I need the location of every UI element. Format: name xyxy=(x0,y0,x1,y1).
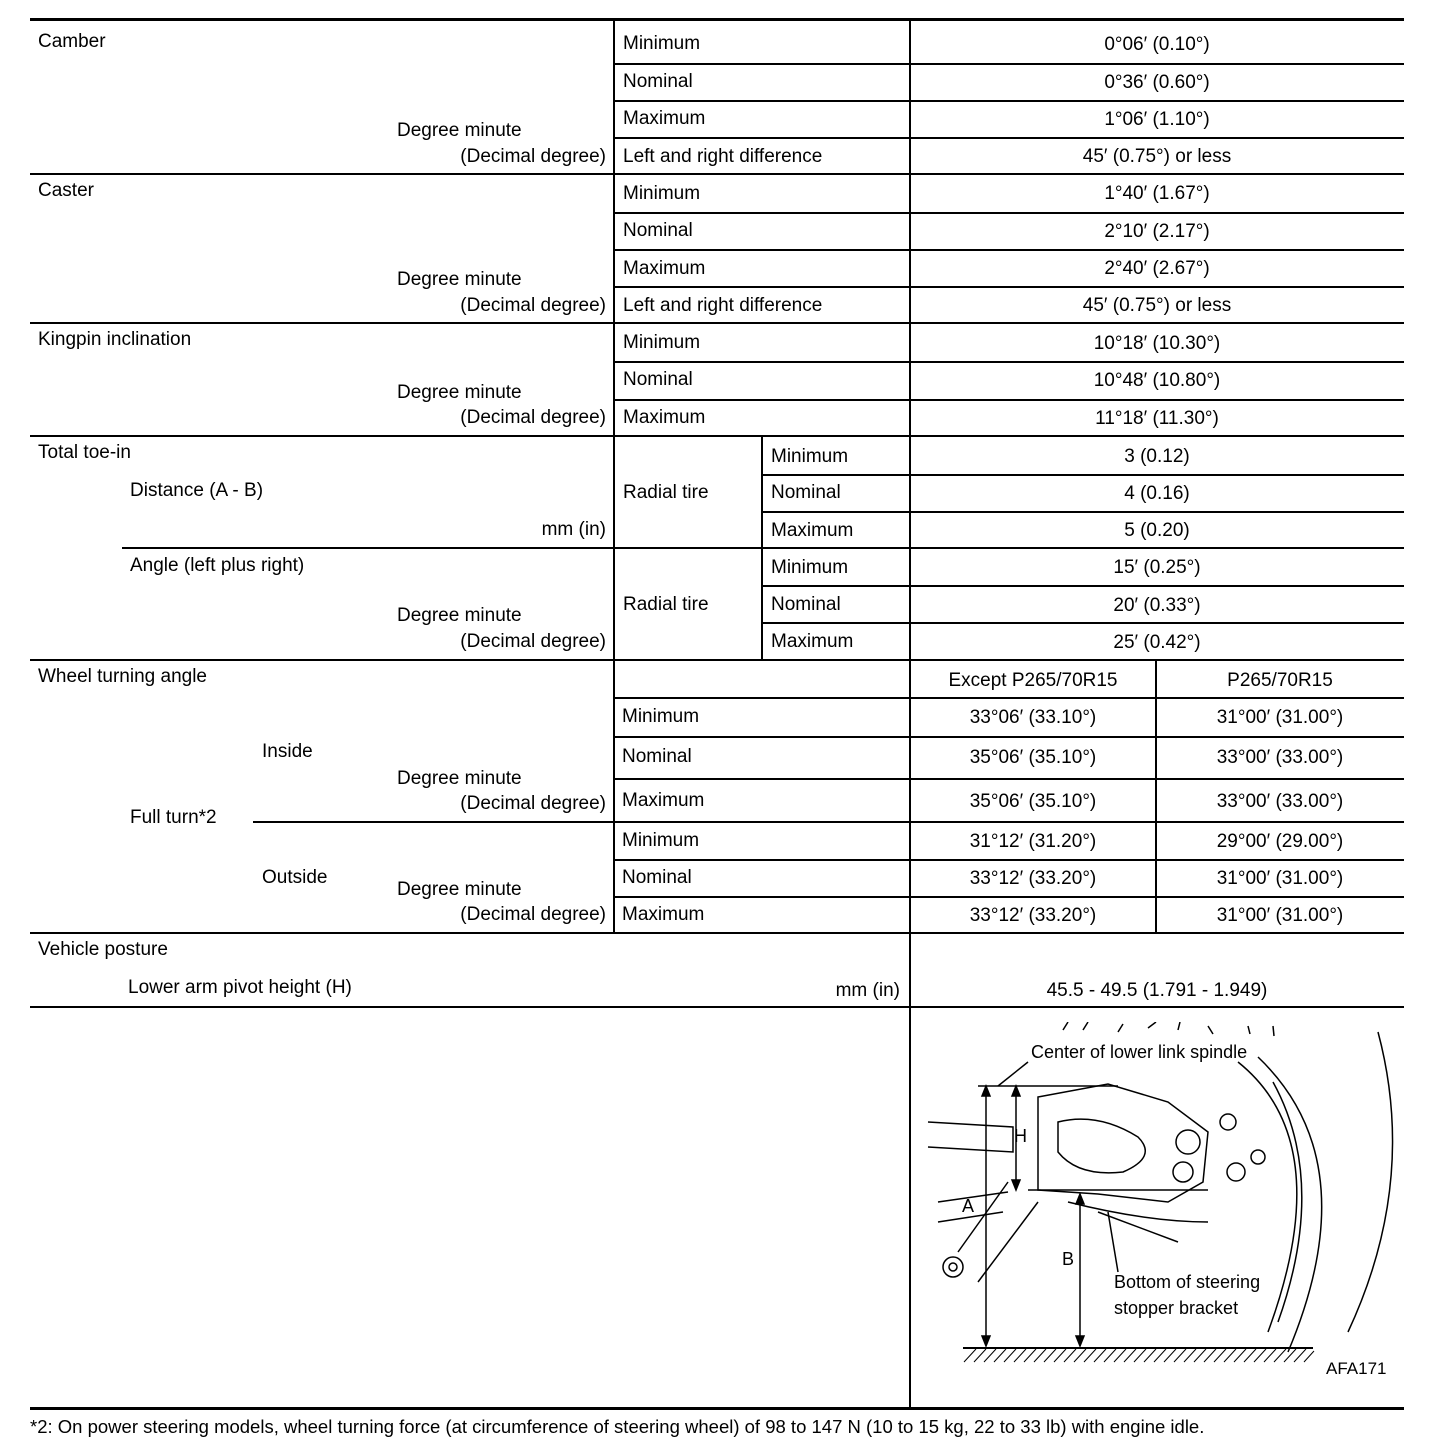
kingpin-nom-value: 10°48′ (10.80°) xyxy=(1093,370,1221,391)
outside-min-v1: 31°12′ (31.20°) xyxy=(969,831,1097,852)
row-line xyxy=(614,249,1404,251)
figure-label-a: A xyxy=(962,1196,975,1216)
camber-max-label: Maximum xyxy=(623,108,706,129)
toe-distance-tire: Radial tire xyxy=(623,482,709,503)
toe-dist-nom-label: Nominal xyxy=(771,482,841,503)
col-divider-label xyxy=(613,20,615,934)
caster-max-value: 2°40′ (2.67°) xyxy=(1104,258,1210,279)
outside-nom-v1: 33°12′ (33.20°) xyxy=(969,868,1097,889)
footnote: *2: On power steering models, wheel turning force (at circumference of steering wheel) of 98 to 147 N (10 to 15 kg, 22 to 33 lb) with engine idle. xyxy=(30,1416,1205,1437)
caster-diff-value: 45′ (0.75°) or less xyxy=(1082,295,1232,316)
section-line xyxy=(30,932,1404,934)
figure-label-b: B xyxy=(1062,1249,1075,1269)
camber-diff-value: 45′ (0.75°) or less xyxy=(1082,146,1232,167)
posture-title: Vehicle posture xyxy=(38,939,168,960)
row-line xyxy=(762,474,1404,476)
caster-max-label: Maximum xyxy=(623,258,706,279)
posture-label: Lower arm pivot height (H) xyxy=(128,977,352,998)
lower-arm-pivot-diagram xyxy=(918,1022,1408,1394)
row-line xyxy=(762,585,1404,587)
row-line xyxy=(762,622,1404,624)
section-line xyxy=(30,435,1404,437)
figure-bottom-label-2: stopper bracket xyxy=(1114,1298,1239,1318)
turning-inside-unit-1: Degree minute xyxy=(397,768,522,789)
caster-diff-label: Left and right difference xyxy=(623,295,823,316)
kingpin-min-label: Minimum xyxy=(623,332,701,353)
section-line xyxy=(30,1006,1404,1008)
toe-angle-nom-value: 20′ (0.33°) xyxy=(1113,595,1201,616)
turning-outside-unit-2: (Decimal degree) xyxy=(460,904,606,925)
table-bottom-border xyxy=(30,1407,1404,1410)
toe-dist-nom-value: 4 (0.16) xyxy=(1124,483,1190,504)
outside-nom-label: Nominal xyxy=(622,867,692,888)
inside-min-label: Minimum xyxy=(622,706,700,727)
caster-min-label: Minimum xyxy=(623,183,701,204)
row-line xyxy=(614,778,1404,780)
row-line xyxy=(614,100,1404,102)
turning-inside-label: Inside xyxy=(262,741,313,762)
row-line xyxy=(614,399,1404,401)
outside-max-label: Maximum xyxy=(622,904,705,925)
turning-inside-unit-2: (Decimal degree) xyxy=(460,793,606,814)
outside-nom-v2: 31°00′ (31.00°) xyxy=(1216,868,1344,889)
caster-nom-value: 2°10′ (2.17°) xyxy=(1104,221,1210,242)
posture-value: 45.5 - 49.5 (1.791 - 1.949) xyxy=(1046,980,1268,1001)
camber-diff-label: Left and right difference xyxy=(623,146,823,167)
toe-dist-min-value: 3 (0.12) xyxy=(1124,446,1190,467)
section-line xyxy=(30,659,1404,661)
inside-nom-label: Nominal xyxy=(622,746,692,767)
row-line xyxy=(614,212,1404,214)
turning-full-turn: Full turn*2 xyxy=(130,807,217,828)
outside-max-v2: 31°00′ (31.00°) xyxy=(1216,905,1344,926)
toe-dist-min-label: Minimum xyxy=(771,446,849,467)
inside-outside-line xyxy=(253,821,1404,823)
kingpin-min-value: 10°18′ (10.30°) xyxy=(1093,333,1221,354)
toe-distance-unit: mm (in) xyxy=(541,519,606,540)
row-line xyxy=(614,896,1404,898)
toe-title: Total toe-in xyxy=(38,442,131,463)
camber-unit-2: (Decimal degree) xyxy=(460,146,606,167)
turning-title: Wheel turning angle xyxy=(38,666,207,687)
toe-angle-min-label: Minimum xyxy=(771,557,849,578)
kingpin-unit-1: Degree minute xyxy=(397,382,522,403)
toe-angle-tire: Radial tire xyxy=(623,594,709,615)
outside-max-v1: 33°12′ (33.20°) xyxy=(969,905,1097,926)
camber-title: Camber xyxy=(38,31,106,52)
toe-angle-min-value: 15′ (0.25°) xyxy=(1113,557,1201,578)
inside-nom-v1: 35°06′ (35.10°) xyxy=(969,747,1097,768)
camber-nom-value: 0°36′ (0.60°) xyxy=(1104,72,1210,93)
row-line xyxy=(762,511,1404,513)
camber-min-label: Minimum xyxy=(623,33,701,54)
toe-angle-nom-label: Nominal xyxy=(771,594,841,615)
outside-min-label: Minimum xyxy=(622,830,700,851)
row-line xyxy=(614,361,1404,363)
toe-angle-label: Angle (left plus right) xyxy=(130,555,305,576)
posture-unit: mm (in) xyxy=(835,980,900,1001)
kingpin-title: Kingpin inclination xyxy=(38,329,192,350)
caster-min-value: 1°40′ (1.67°) xyxy=(1104,183,1210,204)
table-top-border xyxy=(30,18,1404,21)
camber-min-value: 0°06′ (0.10°) xyxy=(1104,34,1210,55)
toe-angle-max-label: Maximum xyxy=(771,631,854,652)
figure-label-h: H xyxy=(1014,1126,1027,1146)
kingpin-nom-label: Nominal xyxy=(623,369,693,390)
toe-distance-label: Distance (A - B) xyxy=(130,480,264,501)
toe-dist-max-label: Maximum xyxy=(771,520,854,541)
inside-min-v2: 31°00′ (31.00°) xyxy=(1216,707,1344,728)
inside-nom-v2: 33°00′ (33.00°) xyxy=(1216,747,1344,768)
turning-col2-header: P265/70R15 xyxy=(1227,670,1333,691)
toe-angle-unit-2: (Decimal degree) xyxy=(460,631,606,652)
caster-unit-2: (Decimal degree) xyxy=(460,295,606,316)
inside-max-label: Maximum xyxy=(622,790,705,811)
outside-min-v2: 29°00′ (29.00°) xyxy=(1216,831,1344,852)
camber-unit-1: Degree minute xyxy=(397,120,522,141)
caster-title: Caster xyxy=(38,180,94,201)
toe-angle-max-value: 25′ (0.42°) xyxy=(1113,632,1201,653)
caster-unit-1: Degree minute xyxy=(397,269,522,290)
caster-nom-label: Nominal xyxy=(623,220,693,241)
row-line xyxy=(614,736,1404,738)
inside-max-v1: 35°06′ (35.10°) xyxy=(969,791,1097,812)
kingpin-max-value: 11°18′ (11.30°) xyxy=(1095,408,1219,429)
figure-bottom-label-1: Bottom of steering xyxy=(1114,1272,1261,1292)
turning-col1-header: Except P265/70R15 xyxy=(948,670,1118,691)
figure-center-label: Center of lower link spindle xyxy=(1031,1042,1248,1062)
turning-outside-unit-1: Degree minute xyxy=(397,879,522,900)
kingpin-unit-2: (Decimal degree) xyxy=(460,407,606,428)
section-line xyxy=(122,547,1404,549)
row-line xyxy=(614,137,1404,139)
inside-min-v1: 33°06′ (33.10°) xyxy=(969,707,1097,728)
section-line xyxy=(30,322,1404,324)
section-line xyxy=(30,173,1404,175)
row-line xyxy=(614,286,1404,288)
camber-nom-label: Nominal xyxy=(623,71,693,92)
row-line xyxy=(614,63,1404,65)
turning-outside-label: Outside xyxy=(262,867,328,888)
row-line xyxy=(614,859,1404,861)
row-line xyxy=(614,697,1404,699)
inside-max-v2: 33°00′ (33.00°) xyxy=(1216,791,1344,812)
camber-max-value: 1°06′ (1.10°) xyxy=(1104,109,1210,130)
kingpin-max-label: Maximum xyxy=(623,407,706,428)
toe-angle-unit-1: Degree minute xyxy=(397,605,522,626)
figure-code: AFA171 xyxy=(1326,1359,1387,1378)
toe-dist-max-value: 5 (0.20) xyxy=(1124,520,1190,541)
